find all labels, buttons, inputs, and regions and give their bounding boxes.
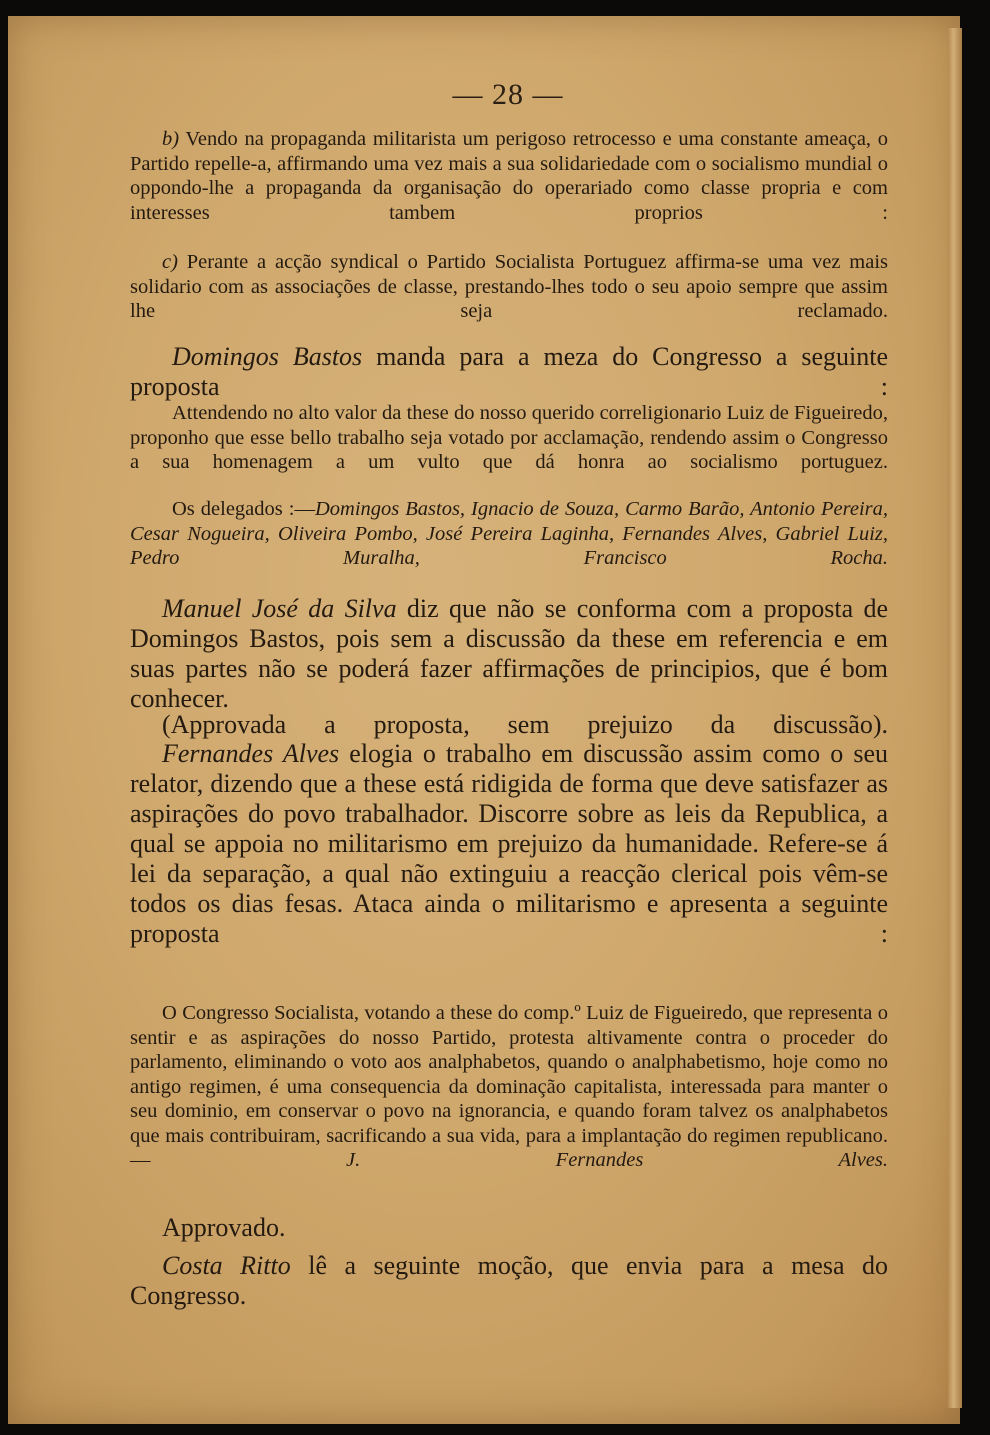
paragraph-b-text: Vendo na propaganda militarista um perigoso retrocesso e uma constante ameaça, o Partido repelle-a, affirmando uma vez mais a sua solidariedade com o socialismo mundial o oppondo-lhe a propaganda da organisação do operariado como classe propria e com interesses tambem proprios :: [130, 128, 888, 224]
proposta-bastos: Attendendo no alto valor da these do nosso querido correligionario Luiz de Figueiredo, proponho que esse bello trabalho seja votado por acclamação, rendendo assim o Congresso a sua homenagem a um vulto que dá honra ao socialismo portuguez.: [130, 402, 888, 473]
delegados-list: [130, 497, 888, 595]
speaker-name: Fernandes Alves: [162, 739, 340, 768]
page-number: — 28 —: [452, 78, 564, 111]
item-label-b: b): [162, 128, 180, 150]
approvado-note: Approvado.: [162, 1213, 286, 1242]
delegados-names: Domingos Bastos, Ignacio de Souza, Carmo Barão, Antonio Pereira, Cesar Nogueira, Oliveira Pombo, José Pereira Laginha, Fernandes Alves, Gabriel Luiz, Pedro Muralha, Francisco Rocha.: [130, 498, 889, 569]
speaker-name: Domingos Bastos: [172, 342, 363, 371]
paragraph-c: [130, 250, 888, 348]
paragraph-alves-text: elogia o trabalho em discussão assim como o seu relator, dizendo que a these está ridigida de forma que deve satisfazer as aspirações do povo trabalhador. Discorre sobre as leis da Republica, a qual se appoia no militarismo em prejuizo da humanidade. Refere-se á lei da separação, a qual não extinguiu a reacção clerical pois vêm-se todos os dias fesas. Ataca ainda o militarismo e apresenta a seguinte proposta :: [130, 739, 888, 948]
speaker-name: Costa Ritto: [162, 1251, 291, 1280]
paragraph-bastos-text: manda para a meza do Congresso a seguinte proposta :: [130, 342, 888, 401]
paragraph-alves: [130, 739, 888, 979]
paragraph-ritto: [130, 1251, 888, 1341]
paragraph-ritto-text: lê a seguinte moção, que envia para a mesa do Congresso.: [130, 1251, 888, 1310]
proposta-signature: J. Fernandes Alves.: [345, 1149, 888, 1171]
speaker-name: Manuel José da Silva: [162, 594, 397, 623]
delegados-prefix: Os delegados :—: [172, 498, 315, 520]
page-edge: [948, 28, 962, 1408]
paragraph-b: [130, 127, 888, 250]
approvada-note: (Approvada a proposta, sem prejuizo da discussão).: [162, 710, 888, 739]
proposta-alves: [130, 1001, 888, 1197]
paragraph-silva-text: diz que não se conforma com a proposta de Domingos Bastos, pois sem a discussão da these em referencia e em suas partes não se poderá fazer affirmações de principios, que é bom conhecer.: [130, 594, 888, 713]
item-label-c: c): [162, 251, 178, 273]
paragraph-c-text: Perante a acção syndical o Partido Socialista Portuguez affirma-se uma vez mais solidario com as associações de classe, prestando-lhes todo o seu apoio sempre que assim lhe seja reclamado.: [130, 251, 888, 322]
proposta-alves-text: O Congresso Socialista, votando a these do comp.º Luiz de Figueiredo, que representa o sentir e as aspirações do nosso Partido, protesta altivamente contra o proceder do parlamento, eliminando o voto aos analphabetos, quando o analphabetismo, hoje como no antigo regimen, é uma consequencia da dominação capitalista, interessada para manter o seu dominio, em conservar o povo na ignorancia, e quando foram talvez os analphabetos que mais contribuiram, sacrificando a sua vida, para a implantação do regimen republicano. —: [130, 1002, 888, 1171]
